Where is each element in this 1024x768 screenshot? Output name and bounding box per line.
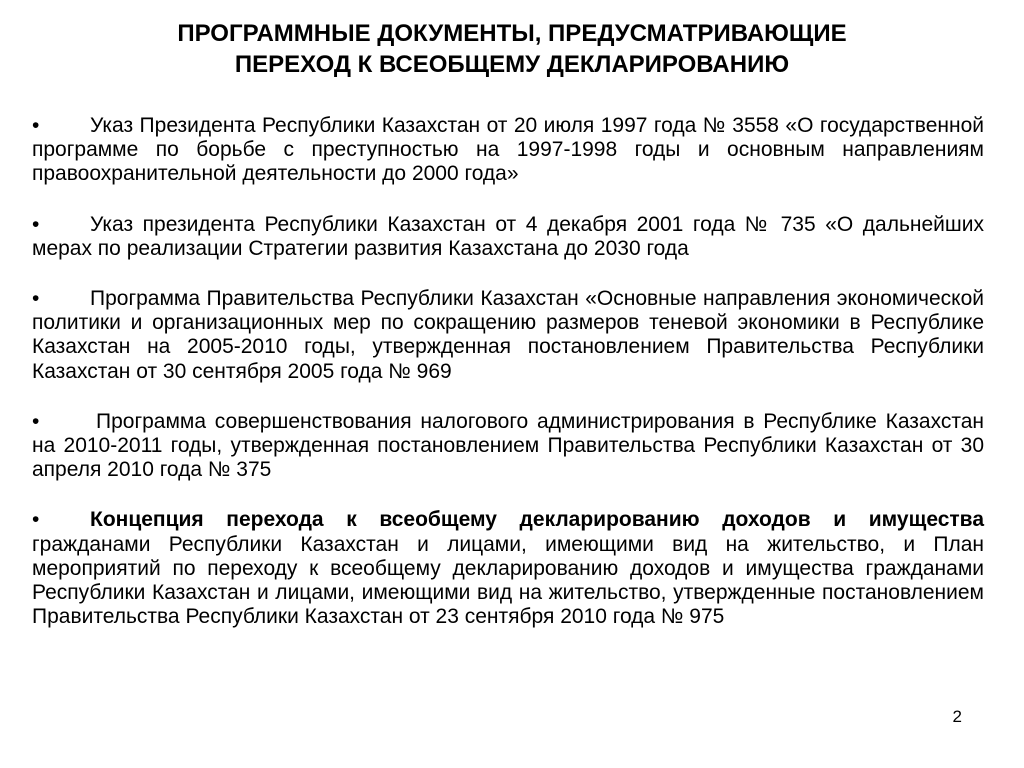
slide-title-line-2: ПЕРЕХОД К ВСЕОБЩЕМУ ДЕКЛАРИРОВАНИЮ bbox=[234, 51, 790, 78]
list-item-text: гражданами Республики Казахстан и лицами, имеющими вид на жительство, и План мероприятий по переходу к всеобщему декларированию доходов и имущества гражданами Республики Казахстан и лицами, имеющими вид на жительство, утвержденные постановлением Правительства Республики Казахстан от 23 сентября 2010 года № 975 bbox=[32, 532, 984, 629]
page-number: 2 bbox=[952, 707, 962, 726]
list-item bbox=[32, 213, 984, 261]
document-list bbox=[32, 114, 984, 629]
list-item bbox=[32, 287, 984, 384]
slide-title bbox=[40, 18, 984, 80]
bullet-icon: • bbox=[32, 287, 40, 311]
bullet-icon: • bbox=[32, 212, 40, 236]
list-item bbox=[32, 508, 984, 629]
bullet-icon: • bbox=[32, 409, 40, 433]
bullet-icon: • bbox=[32, 508, 40, 532]
list-item-text: Программа совершенствования налогового администрирования в Республике Казахстан на 2010-2011 годы, утвержденная постановлением Правительства Республики Казахстан от 30 апреля 2010 года № 375 bbox=[32, 409, 984, 482]
list-item-text: Программа Правительства Республики Казахстан «Основные направления экономической политики и организационных мер по сокращению размеров теневой экономики в Республике Казахстан на 2005-2010 годы, утвержденная постановлением Правительства Республики Казахстан от 30 сентября 2005 года № 969 bbox=[32, 287, 984, 383]
list-item bbox=[32, 410, 984, 483]
list-item bbox=[32, 114, 984, 187]
bullet-icon: • bbox=[32, 114, 40, 137]
list-item-bold-text: Концепция перехода к всеобщему декларированию доходов и имущества bbox=[90, 508, 984, 532]
slide-title-line-1: ПРОГРАММНЫЕ ДОКУМЕНТЫ, ПРЕДУСМАТРИВАЮЩИЕ bbox=[177, 20, 847, 47]
list-item-text: Указ Президента Республики Казахстан от 20 июля 1997 года № 3558 «О государственной программе по борьбе с преступностью на 1997-1998 годы и основным направлениям правоохранительной деятельности до 2000 года» bbox=[32, 114, 984, 186]
list-item-text: Указ президента Республики Казахстан от 4 декабря 2001 года № 735 «О дальнейших мерах по реализации Стратегии развития Казахстана до 2030 года bbox=[32, 212, 984, 260]
